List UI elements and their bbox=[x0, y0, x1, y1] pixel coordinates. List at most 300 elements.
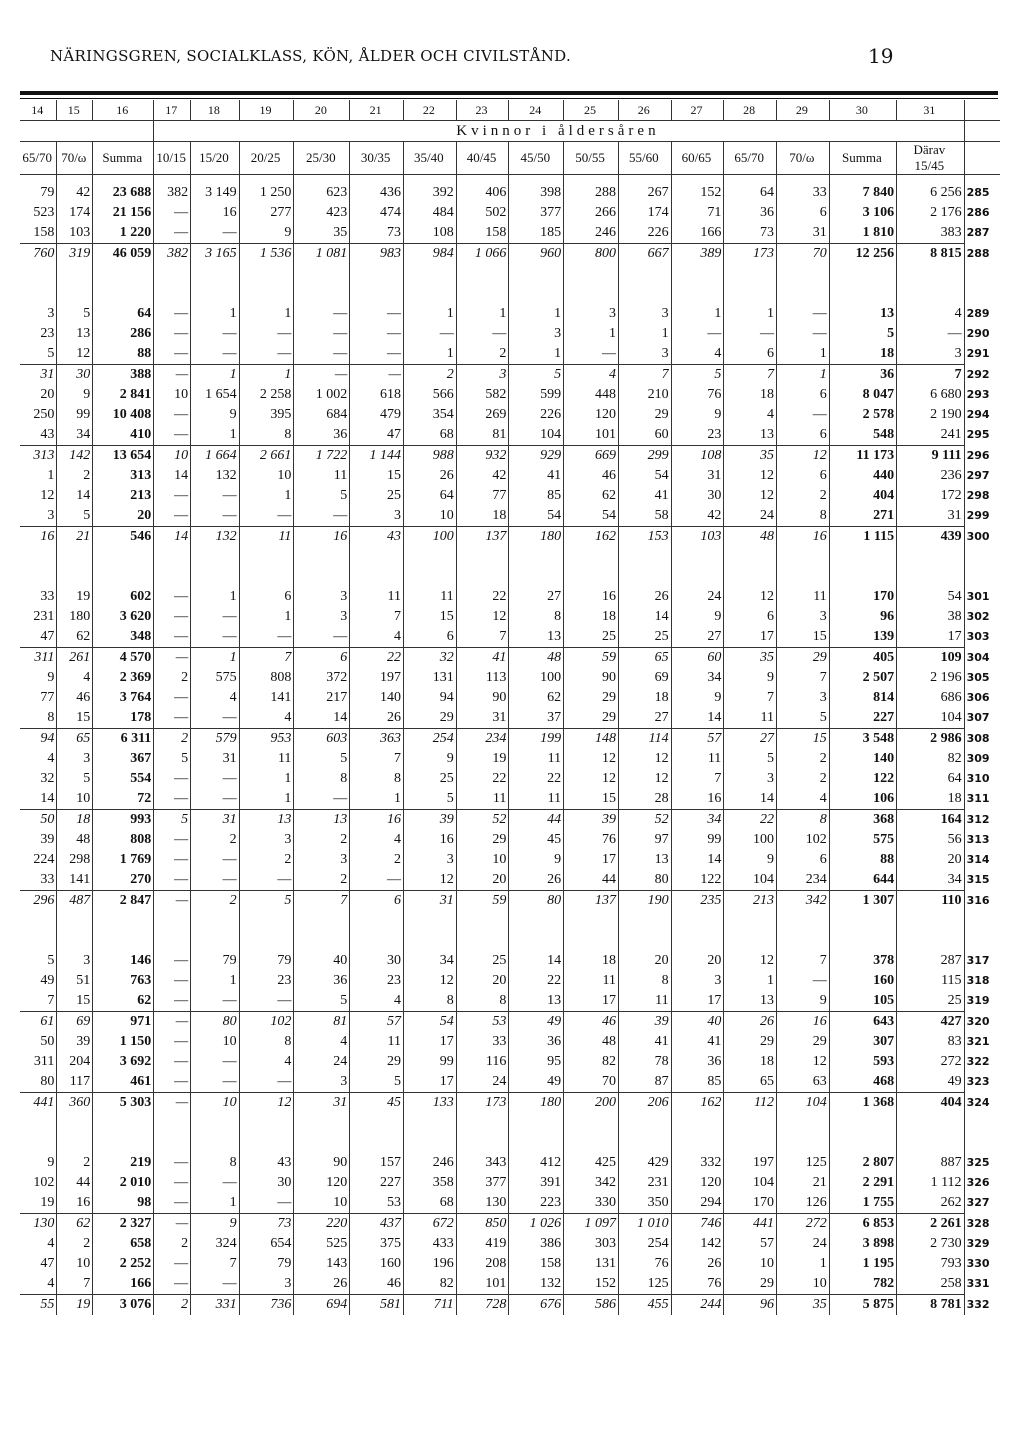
row-number: 309 bbox=[964, 749, 1000, 769]
table-cell: 7 bbox=[350, 749, 404, 769]
table-cell: — bbox=[154, 1173, 191, 1193]
table-cell: 6 bbox=[777, 385, 830, 405]
table-cell: 100 bbox=[724, 830, 777, 850]
table-cell: 31 bbox=[671, 466, 724, 486]
table-cell: 54 bbox=[564, 506, 619, 527]
table-cell: 13 bbox=[294, 810, 350, 831]
table-cell: 11 bbox=[509, 789, 564, 810]
table-cell: — bbox=[191, 223, 239, 244]
table-cell: 51 bbox=[57, 971, 93, 991]
table-cell: 793 bbox=[897, 1254, 964, 1274]
table-cell: 12 bbox=[40, 488, 55, 503]
table-cell: — bbox=[154, 1153, 191, 1173]
table-cell: 63 bbox=[777, 1072, 830, 1093]
table-cell: 348 bbox=[93, 627, 154, 648]
table-cell: 10 bbox=[456, 850, 509, 870]
table-cell: 65 bbox=[618, 648, 671, 669]
table-cell: 5 bbox=[350, 1072, 404, 1093]
table-cell: 425 bbox=[564, 1153, 619, 1173]
table-cell: 22 bbox=[350, 648, 404, 669]
statistics-table bbox=[20, 100, 1000, 1315]
table-cell: 2 bbox=[777, 769, 830, 789]
table-cell: 58 bbox=[618, 506, 671, 527]
table-cell: 246 bbox=[564, 223, 619, 244]
table-cell: 4 bbox=[350, 627, 404, 648]
table-cell: 10 bbox=[239, 466, 294, 486]
table-cell: 10 bbox=[404, 506, 457, 527]
table-cell: 358 bbox=[404, 1173, 457, 1193]
table-cell: 122 bbox=[671, 870, 724, 891]
table-cell: 234 bbox=[777, 870, 830, 891]
table-cell: 686 bbox=[897, 688, 964, 708]
table-cell: 272 bbox=[777, 1214, 830, 1235]
table-cell: 174 bbox=[618, 203, 671, 223]
table-cell: 132 bbox=[509, 1274, 564, 1295]
gap-cell bbox=[294, 911, 350, 951]
table-cell: 1 220 bbox=[93, 223, 154, 244]
table-cell: — bbox=[350, 365, 404, 386]
table-cell: — bbox=[154, 850, 191, 870]
gap-cell bbox=[93, 1113, 154, 1153]
table-cell: 120 bbox=[564, 405, 619, 425]
table-cell: — bbox=[191, 769, 239, 789]
table-cell: 2 bbox=[191, 891, 239, 912]
table-cell: 360 bbox=[57, 1093, 93, 1114]
row-number: 330 bbox=[964, 1254, 1000, 1274]
table-cell: 226 bbox=[618, 223, 671, 244]
table-cell: 43 bbox=[20, 425, 57, 446]
table-cell: 1 bbox=[724, 971, 777, 991]
row-number: 300 bbox=[964, 527, 1000, 548]
table-cell: 1 bbox=[191, 648, 239, 669]
table-cell: 130 bbox=[33, 1216, 55, 1231]
table-cell: 1 010 bbox=[618, 1214, 671, 1235]
table-cell: 116 bbox=[456, 1052, 509, 1072]
table-cell: 6 680 bbox=[897, 385, 964, 405]
table-cell: 8 bbox=[239, 1032, 294, 1052]
table-cell: 50 bbox=[40, 1034, 55, 1049]
table-cell: 4 bbox=[20, 1274, 57, 1295]
table-cell: 14 bbox=[618, 607, 671, 627]
table-cell: 7 bbox=[724, 688, 777, 708]
table-cell: 33 bbox=[20, 870, 57, 891]
row-number: 293 bbox=[964, 385, 1000, 405]
table-cell: — bbox=[564, 344, 619, 365]
table-cell: 433 bbox=[404, 1234, 457, 1254]
gap-cell bbox=[829, 1113, 896, 1153]
table-row bbox=[20, 365, 1000, 386]
table-cell: 4 570 bbox=[93, 648, 154, 669]
table-cell: 23 bbox=[239, 971, 294, 991]
table-cell: 3 764 bbox=[93, 688, 154, 708]
table-cell: 5 bbox=[154, 810, 191, 831]
table-cell: 94 bbox=[40, 731, 55, 746]
table-cell: 158 bbox=[456, 223, 509, 244]
table-cell: 54 bbox=[897, 587, 964, 607]
gap-cell bbox=[154, 264, 191, 304]
table-cell: 57 bbox=[671, 729, 724, 750]
column-number: 28 bbox=[724, 100, 777, 121]
table-cell: 16 bbox=[564, 587, 619, 607]
table-cell: 3 bbox=[294, 587, 350, 607]
table-cell: 1 755 bbox=[829, 1193, 896, 1214]
table-cell: 23 688 bbox=[93, 183, 154, 203]
table-cell: 99 bbox=[671, 830, 724, 850]
table-cell: 26 bbox=[509, 870, 564, 891]
table-row bbox=[20, 870, 1000, 891]
gap-cell bbox=[191, 911, 239, 951]
table-cell: — bbox=[350, 344, 404, 365]
table-cell: 1 307 bbox=[829, 891, 896, 912]
table-cell: 2 369 bbox=[93, 668, 154, 688]
table-cell: — bbox=[294, 627, 350, 648]
table-cell: 31 bbox=[191, 749, 239, 769]
table-cell: 546 bbox=[93, 527, 154, 548]
gap-cell bbox=[154, 911, 191, 951]
table-row bbox=[20, 385, 1000, 405]
table-cell: 1 bbox=[191, 304, 239, 324]
table-cell: 288 bbox=[564, 183, 619, 203]
table-cell: 404 bbox=[897, 1093, 964, 1114]
page-number: 19 bbox=[868, 44, 894, 68]
section-gap bbox=[20, 1113, 1000, 1153]
row-number: 329 bbox=[964, 1234, 1000, 1254]
table-cell: 30 bbox=[350, 951, 404, 971]
gap-cell bbox=[777, 911, 830, 951]
row-number: 310 bbox=[964, 769, 1000, 789]
table-cell: 31 bbox=[456, 708, 509, 729]
table-cell: 7 bbox=[724, 365, 777, 386]
table-cell: 137 bbox=[456, 527, 509, 548]
gap-cell bbox=[350, 547, 404, 587]
table-cell: 26 bbox=[618, 587, 671, 607]
table-cell: 694 bbox=[294, 1295, 350, 1316]
table-cell: 331 bbox=[191, 1295, 239, 1316]
table-cell: 20 bbox=[456, 870, 509, 891]
table-cell: 1 bbox=[724, 304, 777, 324]
row-number: 289 bbox=[964, 304, 1000, 324]
table-cell: 1 bbox=[404, 304, 457, 324]
table-cell: 18 bbox=[829, 344, 896, 365]
table-cell: 104 bbox=[724, 1173, 777, 1193]
table-cell: 6 bbox=[777, 466, 830, 486]
table-cell: 2 847 bbox=[93, 891, 154, 912]
spacer-cell bbox=[20, 175, 57, 184]
table-cell: 39 bbox=[40, 832, 55, 847]
table-cell: 15 bbox=[350, 466, 404, 486]
table-cell: 94 bbox=[404, 688, 457, 708]
table-cell: 7 bbox=[20, 991, 57, 1012]
table-cell: 487 bbox=[57, 891, 93, 912]
table-cell: 26 bbox=[724, 1012, 777, 1033]
gap-cell bbox=[294, 1113, 350, 1153]
table-cell: 24 bbox=[456, 1072, 509, 1093]
table-cell: 12 bbox=[724, 466, 777, 486]
darav-range: 15/45 bbox=[914, 158, 945, 173]
table-cell: 11 173 bbox=[829, 446, 896, 467]
table-cell: — bbox=[294, 324, 350, 344]
table-cell: 9 111 bbox=[897, 446, 964, 467]
column-number: 20 bbox=[294, 100, 350, 121]
table-cell: 7 bbox=[618, 365, 671, 386]
table-cell: 180 bbox=[57, 607, 93, 627]
table-cell: 330 bbox=[564, 1193, 619, 1214]
row-number: 292 bbox=[964, 365, 1000, 386]
table-cell: 8 bbox=[509, 607, 564, 627]
table-cell: 42 bbox=[671, 506, 724, 527]
table-cell: 16 bbox=[294, 527, 350, 548]
table-caption: Kvinnor i åldersåren bbox=[154, 121, 964, 142]
table-cell: 1 664 bbox=[191, 446, 239, 467]
table-cell: — bbox=[239, 506, 294, 527]
gap-cell bbox=[456, 1113, 509, 1153]
table-cell: 105 bbox=[829, 991, 896, 1012]
table-cell: 235 bbox=[671, 891, 724, 912]
table-cell: 46 bbox=[57, 688, 93, 708]
table-cell: — bbox=[191, 1173, 239, 1193]
table-cell: 3 bbox=[456, 365, 509, 386]
table-cell: 383 bbox=[897, 223, 964, 244]
table-cell: 5 bbox=[57, 304, 93, 324]
table-cell: 219 bbox=[93, 1153, 154, 1173]
row-number: 307 bbox=[964, 708, 1000, 729]
table-cell: 5 bbox=[294, 991, 350, 1012]
gap-cell bbox=[564, 1113, 619, 1153]
table-cell: 36 bbox=[294, 425, 350, 446]
column-number: 29 bbox=[777, 100, 830, 121]
table-cell: 72 bbox=[93, 789, 154, 810]
table-cell: 104 bbox=[777, 1093, 830, 1114]
table-cell: 125 bbox=[618, 1274, 671, 1295]
table-cell: 984 bbox=[404, 244, 457, 265]
table-cell: 158 bbox=[20, 223, 57, 244]
table-cell: 313 bbox=[33, 448, 55, 463]
table-cell: 80 bbox=[618, 870, 671, 891]
table-cell: 77 bbox=[456, 486, 509, 506]
table-cell: 17 bbox=[897, 627, 964, 648]
column-header: 65/70 bbox=[20, 142, 57, 175]
table-cell: 1 bbox=[671, 304, 724, 324]
table-cell: 25 bbox=[404, 769, 457, 789]
table-cell: — bbox=[154, 1093, 191, 1114]
table-cell: 9 bbox=[509, 850, 564, 870]
row-number: 306 bbox=[964, 688, 1000, 708]
table-cell: 30 bbox=[671, 486, 724, 506]
gap-cell bbox=[404, 1113, 457, 1153]
table-cell: 34 bbox=[671, 668, 724, 688]
row-number: 286 bbox=[964, 203, 1000, 223]
table-cell: 3 106 bbox=[829, 203, 896, 223]
table-cell: 16 bbox=[191, 203, 239, 223]
table-cell: 3 bbox=[618, 344, 671, 365]
table-cell: 13 bbox=[57, 324, 93, 344]
row-number: 331 bbox=[964, 1274, 1000, 1295]
column-number: 14 bbox=[20, 100, 57, 121]
column-header: 30/35 bbox=[350, 142, 404, 175]
table-cell: 261 bbox=[57, 648, 93, 669]
column-number: 27 bbox=[671, 100, 724, 121]
column-header-blank bbox=[964, 142, 1000, 175]
table-cell: 15 bbox=[404, 607, 457, 627]
row-number: 295 bbox=[964, 425, 1000, 446]
table-cell: 782 bbox=[829, 1274, 896, 1295]
table-cell: 7 bbox=[897, 365, 964, 386]
spacer-cell bbox=[350, 175, 404, 184]
table-cell: 217 bbox=[294, 688, 350, 708]
table-cell: 3 bbox=[20, 506, 57, 527]
table-cell: 64 bbox=[404, 486, 457, 506]
table-cell: 644 bbox=[829, 870, 896, 891]
table-cell: 1 bbox=[47, 468, 55, 483]
table-cell: 81 bbox=[456, 425, 509, 446]
table-cell: 76 bbox=[564, 830, 619, 850]
table-cell: 6 256 bbox=[897, 183, 964, 203]
table-cell: 5 bbox=[154, 749, 191, 769]
row-number: 323 bbox=[964, 1072, 1000, 1093]
table-cell: 180 bbox=[509, 1093, 564, 1114]
gap-cell bbox=[671, 547, 724, 587]
table-row bbox=[20, 527, 1000, 548]
table-cell: 2 258 bbox=[239, 385, 294, 405]
spacer-cell bbox=[509, 175, 564, 184]
row-number: 290 bbox=[964, 324, 1000, 344]
table-cell: 14 bbox=[671, 850, 724, 870]
table-row bbox=[20, 203, 1000, 223]
table-cell: — bbox=[154, 1274, 191, 1295]
spacer-cell bbox=[777, 175, 830, 184]
gap-cell bbox=[777, 264, 830, 304]
table-cell: 3 bbox=[239, 830, 294, 850]
table-cell: 213 bbox=[93, 486, 154, 506]
table-cell: — bbox=[191, 607, 239, 627]
table-cell: 2 327 bbox=[93, 1214, 154, 1235]
table-cell: 3 620 bbox=[93, 607, 154, 627]
table-cell: 108 bbox=[671, 446, 724, 467]
table-cell: 2 bbox=[456, 344, 509, 365]
table-cell: 1 bbox=[350, 789, 404, 810]
table-cell: 16 bbox=[777, 527, 830, 548]
table-cell: 24 bbox=[777, 1234, 830, 1254]
table-row bbox=[20, 183, 1000, 203]
row-number: 301 bbox=[964, 587, 1000, 607]
table-cell: 2 578 bbox=[829, 405, 896, 425]
table-cell: — bbox=[777, 304, 830, 324]
table-cell: 11 bbox=[671, 749, 724, 769]
table-cell: 34 bbox=[671, 810, 724, 831]
table-cell: 24 bbox=[671, 587, 724, 607]
table-cell: 1 bbox=[239, 304, 294, 324]
gap-cell bbox=[456, 547, 509, 587]
table-cell: 213 bbox=[724, 891, 777, 912]
table-cell: 3 bbox=[294, 850, 350, 870]
table-cell: — bbox=[154, 607, 191, 627]
table-cell: 26 bbox=[350, 708, 404, 729]
row-number: 318 bbox=[964, 971, 1000, 991]
table-cell: 61 bbox=[40, 1014, 55, 1029]
gap-cell bbox=[829, 264, 896, 304]
spacer-cell bbox=[456, 175, 509, 184]
table-cell: 73 bbox=[239, 1214, 294, 1235]
table-cell: 29 bbox=[777, 648, 830, 669]
gap-cell bbox=[154, 547, 191, 587]
caption-blank bbox=[964, 121, 1000, 142]
table-cell: 174 bbox=[57, 203, 93, 223]
table-cell: 82 bbox=[564, 1052, 619, 1072]
table-cell: 12 bbox=[404, 870, 457, 891]
table-cell: 45 bbox=[509, 830, 564, 850]
column-number: 26 bbox=[618, 100, 671, 121]
table-row bbox=[20, 344, 1000, 365]
table-cell: 11 bbox=[350, 1032, 404, 1052]
table-cell: 125 bbox=[777, 1153, 830, 1173]
gap-cell bbox=[897, 911, 964, 951]
table-cell: 12 256 bbox=[829, 244, 896, 265]
table-cell: 22 bbox=[509, 769, 564, 789]
table-cell: 441 bbox=[33, 1095, 55, 1110]
table-cell: 22 bbox=[509, 971, 564, 991]
gap-cell bbox=[20, 547, 57, 587]
table-cell: 46 059 bbox=[93, 244, 154, 265]
table-cell: 4 bbox=[564, 365, 619, 386]
table-cell: 108 bbox=[404, 223, 457, 244]
spacer-cell bbox=[564, 175, 619, 184]
table-cell: — bbox=[154, 830, 191, 850]
table-cell: 197 bbox=[724, 1153, 777, 1173]
table-cell: 440 bbox=[829, 466, 896, 486]
table-cell: 157 bbox=[350, 1153, 404, 1173]
table-cell: — bbox=[154, 1072, 191, 1093]
table-cell: 5 bbox=[20, 344, 57, 365]
table-cell: 25 bbox=[618, 627, 671, 648]
gap-cell bbox=[897, 547, 964, 587]
table-cell: 25 bbox=[456, 951, 509, 971]
table-cell: 4 bbox=[47, 751, 55, 766]
table-cell: 11 bbox=[350, 587, 404, 607]
table-cell: 800 bbox=[564, 244, 619, 265]
table-row bbox=[20, 1173, 1000, 1193]
table-cell: 808 bbox=[239, 668, 294, 688]
table-cell: 34 bbox=[897, 870, 964, 891]
table-cell: 97 bbox=[618, 830, 671, 850]
table-cell: — bbox=[191, 850, 239, 870]
table-cell: 99 bbox=[404, 1052, 457, 1072]
table-cell: 13 654 bbox=[93, 446, 154, 467]
table-cell: 160 bbox=[350, 1254, 404, 1274]
table-cell: 143 bbox=[294, 1254, 350, 1274]
column-header: 35/40 bbox=[404, 142, 457, 175]
table-cell: 14 bbox=[724, 789, 777, 810]
row-number: 325 bbox=[964, 1153, 1000, 1173]
table-cell: — bbox=[777, 405, 830, 425]
table-cell: 525 bbox=[294, 1234, 350, 1254]
table-cell: 24 bbox=[294, 1052, 350, 1072]
table-cell: — bbox=[154, 1012, 191, 1033]
table-cell: 142 bbox=[57, 446, 93, 467]
top-rule-thin bbox=[20, 98, 998, 99]
table-cell: 7 840 bbox=[829, 183, 896, 203]
table-cell: 130 bbox=[456, 1193, 509, 1214]
table-cell: 141 bbox=[57, 870, 93, 891]
table-cell: 1 bbox=[191, 365, 239, 386]
table-cell: 96 bbox=[724, 1295, 777, 1316]
table-row bbox=[20, 466, 1000, 486]
table-cell: 6 bbox=[404, 627, 457, 648]
table-cell: — bbox=[154, 405, 191, 425]
table-cell: 22 bbox=[456, 769, 509, 789]
table-cell: 234 bbox=[456, 729, 509, 750]
table-cell: 6 bbox=[350, 891, 404, 912]
table-cell: 62 bbox=[564, 486, 619, 506]
